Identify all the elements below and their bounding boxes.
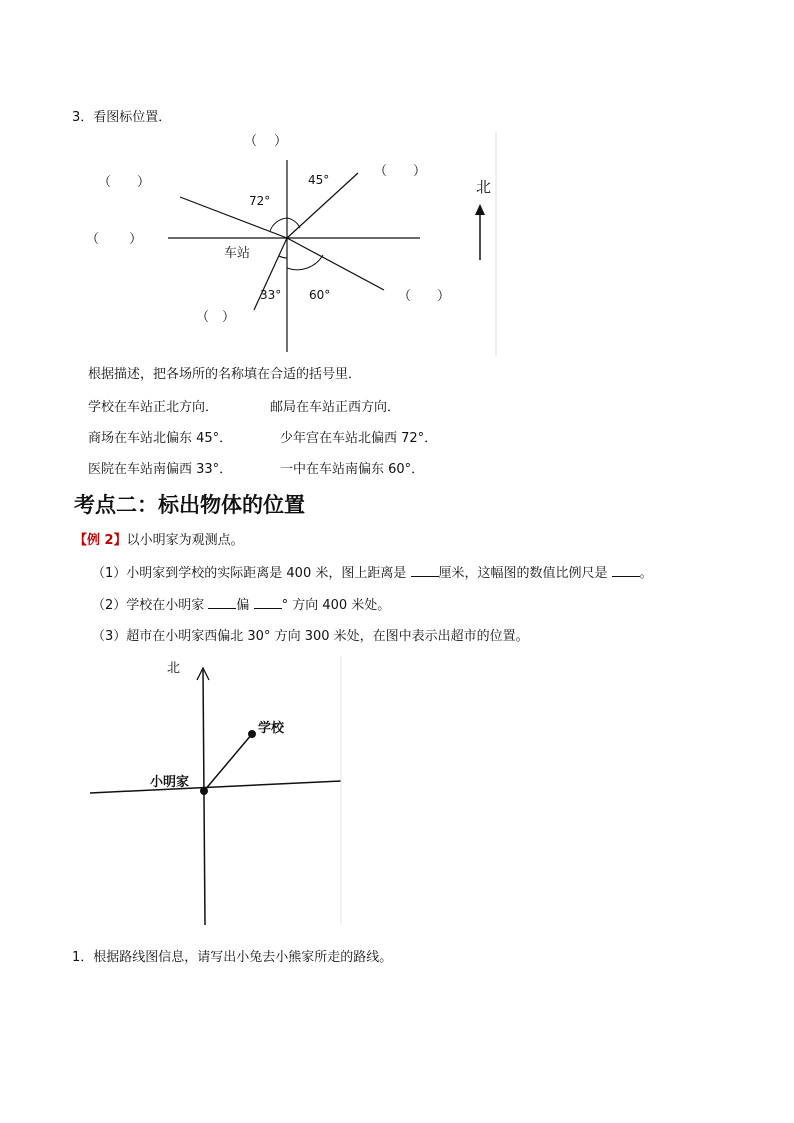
practice-question-1: 1．根据路线图信息，请写出小兔去小熊家所走的路线。 <box>72 950 393 965</box>
angle-label-72: 72° <box>249 194 271 208</box>
example-tag: 【例 2】 <box>74 533 127 548</box>
example-q3: （3）超市在小明家西偏北 30° 方向 300 米处，在图中表示出超市的位置。 <box>92 629 529 644</box>
section-heading: 考点二：标出物体的位置 <box>74 493 305 517</box>
clue-post-office: 邮局在车站正西方向． <box>270 400 401 415</box>
clue-hospital: 医院在车站南偏西 33°． <box>88 462 233 477</box>
clue-mall: 商场在车站北偏东 45°． <box>88 431 233 446</box>
home-horizontal-axis <box>90 781 341 793</box>
home-label: 小明家 <box>150 775 190 790</box>
example-q2: （2）学校在小明家 偏 ° 方向 400 米处。 <box>92 598 391 613</box>
home-vertical-axis <box>203 670 205 925</box>
north-label: 北 <box>476 178 492 196</box>
home-north-label: 北 <box>167 661 181 676</box>
school-label: 学校 <box>258 721 285 736</box>
example-q1: （1）小明家到学校的实际距离是 400 米，图上距离是 厘米，这幅图的数值比例尺是 。 <box>92 566 653 581</box>
bracket-north[interactable]: （ ） <box>244 134 288 149</box>
bracket-northeast[interactable]: （ ） <box>374 164 427 179</box>
clue-school: 学校在车站正北方向． <box>88 400 219 415</box>
station-label: 车站 <box>224 246 251 261</box>
home-point <box>200 787 208 795</box>
bracket-southeast[interactable]: （ ） <box>398 289 451 304</box>
bracket-northwest[interactable]: （ ） <box>98 175 151 190</box>
angle-label-60: 60° <box>309 288 331 302</box>
angle-label-45: 45° <box>308 173 330 187</box>
example-text: 以小明家为观测点。 <box>126 533 244 548</box>
clue-youth-palace: 少年宫在车站北偏西 72°． <box>280 431 438 446</box>
school-point <box>248 730 256 738</box>
home-to-school-line <box>204 734 252 791</box>
bracket-west[interactable]: （ ） <box>86 232 143 247</box>
bracket-southwest[interactable]: （ ） <box>196 310 236 325</box>
q3-instruction: 根据描述，把各场所的名称填在合适的括号里． <box>88 367 362 382</box>
angle-label-33: 33° <box>260 288 282 302</box>
clue-middle-school: 一中在车站南偏东 60°． <box>280 462 425 477</box>
question-3-title: 3．看图标位置． <box>72 110 172 125</box>
